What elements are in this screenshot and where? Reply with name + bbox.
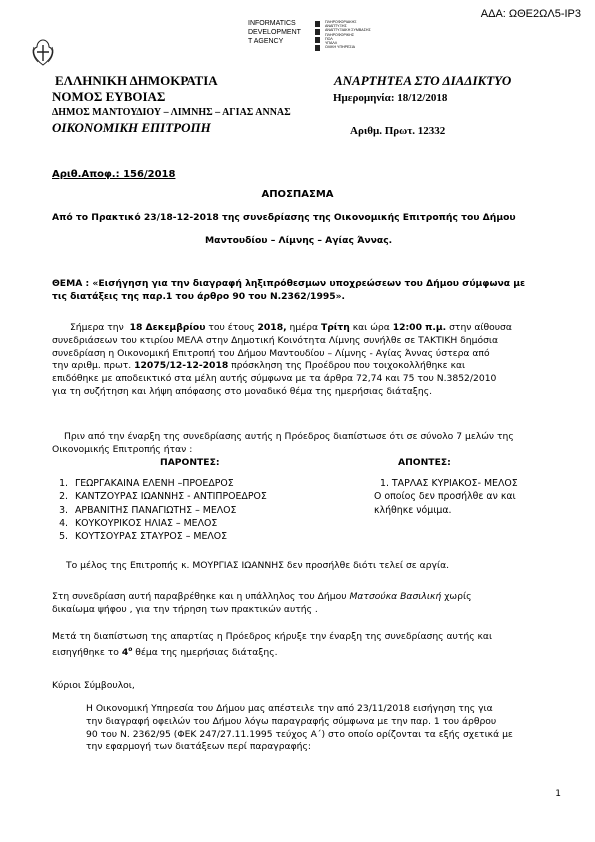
present-members-list <box>55 477 371 543</box>
ida-line-2: DEVELOPMENT <box>248 29 301 36</box>
absent-note-1: Ο οποίος δεν προσήλθε αν και <box>374 491 516 503</box>
clerk-name: Ματσούκα Βασιλική <box>349 591 442 602</box>
meeting-line-4 <box>52 360 560 373</box>
p1-a: Σήμερα την <box>70 322 124 333</box>
p1-time: 12:00 π.μ. <box>392 322 447 333</box>
document-date: Ημερομηνία: 18/12/2018 <box>333 92 448 104</box>
opening-paragraph <box>52 631 572 660</box>
extract-title: ΑΠΟΣΠΑΣΜΑ <box>261 189 334 200</box>
present-member: 2. ΚΑΝΤΖΟΥΡΑΣ ΙΩΑΝΝΗΣ - ΑΝΤΙΠΡΟΕΔΡΟΣ <box>71 490 371 503</box>
ida-small-4: ΠΟΛ <box>325 36 333 41</box>
ida-small-5: ΥΠΑΛΛ <box>325 41 338 46</box>
p4-c: θέμα της ημερήσιας διάταξης. <box>132 646 278 658</box>
topic-number: 4 <box>121 646 129 658</box>
present-member: 5. ΚΟΥΤΣΟΥΡΑΣ ΣΤΑΥΡΟΣ – ΜΕΛΟΣ <box>71 530 371 543</box>
ida-line-3: T AGENCY <box>248 38 284 45</box>
absent-member: 1. ΤΑΡΛΑΣ ΚΥΡΙΑΚΟΣ- ΜΕΛΟΣ <box>380 478 518 489</box>
committee-title: ΟΙΚΟΝΟΜΙΚΗ ΕΠΙΤΡΟΠΗ <box>52 120 211 135</box>
salutation: Κύριοι Σύμβουλοι, <box>52 680 135 691</box>
present-member: 1. ΓΕΩΡΓΑΚΑΙΝΑ ΕΛΕΝΗ –ΠΡΟΕΔΡΟΣ <box>71 477 371 490</box>
meeting-line-1 <box>52 322 560 335</box>
meeting-line-2: συνεδριάσεων του κτιρίου ΜΕΛΑ στην Δημοτική Κοινότητα Λίμνης συνήλθε σε ΤΑΚΤΙΚΗ δημόσια <box>52 334 499 346</box>
present-member: 3. ΑΡΒΑΝΙΤΗΣ ΠΑΝΑΓΙΩΤΗΣ – ΜΕΛΟΣ <box>71 504 371 517</box>
opening-line-1: Μετά τη διαπίστωση της απαρτίας η Πρόεδρος κήρυξε την έναρξη της συνεδρίασης αυτής και <box>52 631 493 642</box>
opening-line-2 <box>52 644 572 660</box>
p3-c: χωρίς <box>441 591 472 602</box>
p3-a: Στη συνεδρίαση αυτή παραβρέθηκε και η υπάλληλος του Δήμου <box>52 591 350 602</box>
ida-small-1: ΠΛΗΡΟΦΟΡΙΑΚΗΣ <box>325 20 357 24</box>
ida-line-1: INFORMATICS <box>248 20 296 27</box>
finance-line-1: Η Οικονομική Υπηρεσία του Δήμου μας απέστειλε την από 23/11/2018 εισήγηση της για <box>86 703 493 714</box>
meeting-line-3: συνεδρίαση η Οικονομική Επιτροπή του Δήμου Μαντουδίου – Λίμνης - Αγίας Άννας ύστερα από <box>52 347 490 359</box>
p1-year: 2018, <box>257 322 287 333</box>
protocol-number: Αριθμ. Πρωτ. 12332 <box>350 125 446 137</box>
extract-line-1: Από το Πρακτικό 23/18-12-2018 της συνεδρίασης της Οικονομικής Επιτροπής του Δήμου <box>52 212 516 223</box>
finance-line-4: την εφαρμογή των διατάξεων περί παραγραφής: <box>86 741 311 753</box>
p1-g: και ώρα <box>349 322 393 333</box>
diavgeia-stamp <box>248 19 408 59</box>
suspended-member-note: Το μέλος της Επιτροπής κ. ΜΟΥΡΓΙΑΣ ΙΩΑΝΝΗΣ δεν προσήλθε διότι τελεί σε αργία. <box>66 560 450 571</box>
republic-title: ΕΛΛΗΝΙΚΗ ΔΗΜΟΚΡΑΤΙΑ <box>55 73 218 88</box>
quorum-line-2: Οικονομικής Επιτροπής ήταν : <box>52 443 193 455</box>
p1-date: 18 Δεκεμβρίου <box>129 322 206 333</box>
page-number: 1 <box>555 789 561 799</box>
p1-day: Τρίτη <box>320 322 350 333</box>
greek-emblem-icon <box>30 37 56 67</box>
meeting-paragraph <box>52 322 560 399</box>
posted-online-label: ΑΝΑΡΤΗΤΕΑ ΣΤΟ ΔΙΑΔΙΚΤΥΟ <box>334 73 512 88</box>
clerk-line-2: δικαίωμα ψήφου , για την τήρηση των πρακτικών αυτής . <box>52 603 318 615</box>
ida-small-3: ΑΝΑΠΤΥΞΙΑΚΗ ΣΥΜΒΑΣΗΣ ΠΛΗΡΟΦΟΡΙΚΗΣ <box>325 28 371 37</box>
ida-small-2: ΑΝΑΠΤΥΞΗΣ <box>325 24 347 29</box>
quorum-line-1: Πριν από την έναρξη της συνεδρίασης αυτής η Πρόεδρος διαπίστωσε ότι σε σύνολο 7 μελών της <box>64 431 514 442</box>
finance-line-2: την διαγραφή οφειλών του Δήμου λόγω παραγραφής σύμφωνα με την παρ. 1 του άρθρου <box>86 715 497 727</box>
decision-number: Αριθ.Απoφ.: 156/2018 <box>52 169 176 180</box>
p1-c: του έτους <box>205 322 258 333</box>
p4-a: εισηγήθηκε το <box>52 646 122 658</box>
ida-small-6: ΟΛΙΚΗ ΥΠΗΡΕΣΙΑ <box>325 45 356 50</box>
invitation-number: 12075/12-12-2018 <box>134 360 229 372</box>
ada-code: ΑΔΑ: ΩΘΕ2ΩΛ5-ΙΡ3 <box>480 8 581 20</box>
subject-line-2: τις διατάξεις της παρ.1 του άρθρο 90 του Ν.2362/1995». <box>52 291 346 302</box>
meeting-line-5: επιδόθηκε με αποδεικτικό στα μέλη αυτής σύμφωνα με τα άρθρα 72,74 και 75 του Ν.3852/2010 <box>52 373 497 385</box>
extract-line-2: Μαντουδίου – Λίμνης – Αγίας Άννας. <box>205 235 393 246</box>
absent-heading: ΑΠΟΝΤΕΣ: <box>398 457 451 468</box>
absent-members-list <box>374 477 518 517</box>
meeting-line-6: για τη συζήτηση και λήψη απόφασης στο μοναδικό θέμα της ημερήσιας διάταξης. <box>52 385 433 397</box>
p1-e: ημέρα <box>286 322 321 333</box>
p1-i: στην αίθουσα <box>446 322 512 333</box>
quorum-paragraph <box>52 431 572 457</box>
municipality-title: ΔΗΜΟΣ ΜΑΝΤΟΥΔΙΟΥ – ΛΙΜΝΗΣ – ΑΓΙΑΣ ΑΝΝΑΣ <box>52 107 291 118</box>
finance-paragraph <box>86 703 566 754</box>
clerk-paragraph <box>52 591 572 617</box>
ida-small-text <box>325 20 400 49</box>
absent-note-2: κλήθηκε νόμιμα. <box>374 504 452 516</box>
p1-l4a: την αριθμ. πρωτ. <box>52 360 135 372</box>
subject-line-1: ΘΕΜΑ : «Εισήγηση για την διαγραφή ληξιπρόθεσμων υποχρεώσεων του Δήμου σύμφωνα με <box>52 278 526 289</box>
topic-ordinal: ο <box>128 645 133 653</box>
present-heading: ΠΑΡΟΝΤΕΣ: <box>160 457 220 468</box>
clerk-line-1 <box>52 591 572 604</box>
prefecture-title: ΝΟΜΟΣ ΕΥΒΟΙΑΣ <box>52 89 166 104</box>
finance-line-3: 90 του Ν. 2362/95 (ΦΕΚ 247/27.11.1995 τεύχος Α΄) στο οποίο ορίζονται τα εξής σχετικά με <box>86 728 513 740</box>
p1-l4c: πρόσκληση της Προέδρου που τοιχοκολλήθηκε και <box>228 360 466 372</box>
ida-squares-icon <box>315 21 322 53</box>
present-member: 4. ΚΟΥΚΟΥΡΙΚΟΣ ΗΛΙΑΣ – ΜΕΛΟΣ <box>71 517 371 530</box>
